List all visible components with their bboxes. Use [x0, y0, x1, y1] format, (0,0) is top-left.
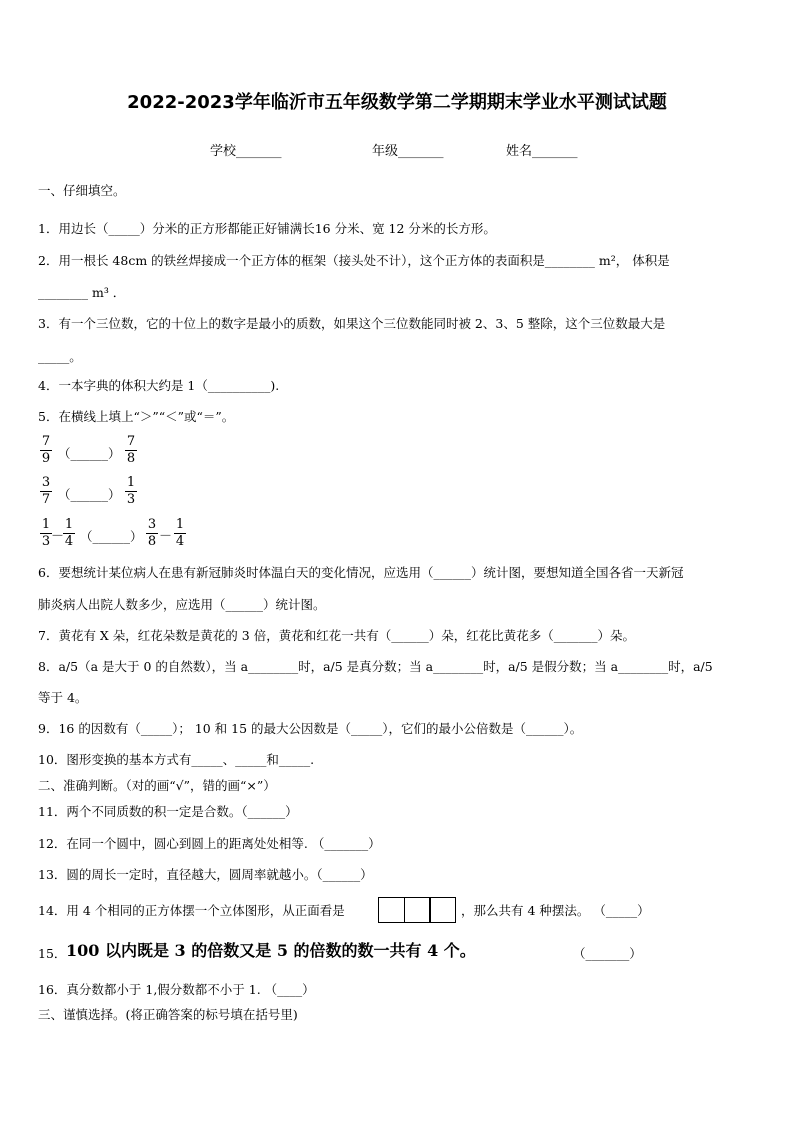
denominator: 4	[175, 534, 185, 549]
question-15: 100 以内既是 3 的倍数又是 5 的倍数的数一共有 4 个。	[66, 941, 476, 960]
question-15-blank[interactable]: （_______）	[573, 946, 642, 961]
denominator: 3	[41, 534, 51, 549]
numerator: 1	[64, 517, 74, 532]
school-field: 学校_______	[210, 144, 282, 159]
fraction	[174, 518, 186, 549]
question-4: 4．一本字典的体积大约是 1（__________).	[38, 378, 280, 393]
question-6-line-1: 6．要想统计某位病人在患有新冠肺炎时体温白天的变化情况，应选用（______）统计图，要想知道全国各省一天新冠	[38, 565, 684, 580]
numerator: 7	[41, 434, 51, 449]
answer-blank[interactable]: （______）	[80, 529, 143, 544]
question-14-text-end: ，那么共有 4 种摆法。 （_____）	[461, 903, 650, 918]
question-7: 7．黄花有 X 朵，红花朵数是黄花的 3 倍，黄花和红花一共有（______）朵，红花比黄花多（_______）朵。	[38, 628, 635, 643]
numerator: 1	[126, 475, 136, 490]
square-3	[429, 897, 456, 923]
grade-field: 年级_______	[372, 144, 444, 159]
denominator: 7	[41, 492, 51, 507]
question-14-text: 14．用 4 个相同的正方体摆一个立体图形，从正面看是	[38, 903, 345, 918]
square-2	[404, 897, 431, 923]
section-2-heading: 二、准确判断。（对的画“√”，错的画“×”）	[38, 778, 276, 793]
fraction	[146, 518, 158, 549]
question-8-line-2: 等于 4。	[38, 690, 88, 705]
numerator: 3	[41, 475, 51, 490]
fraction	[125, 476, 137, 507]
question-6-line-2: 肺炎病人出院人数多少，应选用（______）统计图。	[38, 597, 326, 612]
name-field: 姓名_______	[506, 144, 578, 159]
numerator: 1	[41, 517, 51, 532]
question-1: 1．用边长（_____）分米的正方形都能正好铺满长16 分米、宽 12 分米的长方形。	[38, 221, 496, 236]
minus-sign: －	[159, 529, 173, 544]
front-view-figure	[378, 897, 459, 923]
question-16: 16．真分数都小于 1,假分数都不小于 1. （____）	[38, 982, 315, 997]
question-3-line-2: _____。	[38, 349, 82, 364]
answer-blank[interactable]: （______）	[58, 487, 121, 502]
page-title: 2022-2023学年临沂市五年级数学第二学期期末学业水平测试试题	[127, 92, 667, 113]
question-2-line-1: 2．用一根长 48cm 的铁丝焊接成一个正方体的框架（接头处不计），这个正方体的表面积是________ m²， 体积是	[38, 253, 670, 268]
question-9: 9．16 的因数有（_____）； 10 和 15 的最大公因数是（_____），它们的最小公倍数是（______）。	[38, 721, 583, 736]
denominator: 4	[64, 534, 74, 549]
question-11: 11．两个不同质数的积一定是合数。（______）	[38, 804, 298, 819]
fraction	[40, 476, 52, 507]
question-15-number: 15．	[38, 946, 67, 961]
denominator: 8	[126, 451, 136, 466]
question-3-line-1: 3．有一个三位数，它的十位上的数字是最小的质数，如果这个三位数能同时被 2、3、5 整除，这个三位数最大是	[38, 316, 666, 331]
numerator: 1	[175, 517, 185, 532]
fraction	[63, 518, 75, 549]
fraction	[40, 435, 52, 466]
denominator: 8	[147, 534, 157, 549]
square-1	[378, 897, 405, 923]
numerator: 3	[147, 517, 157, 532]
section-1-heading: 一、仔细填空。	[38, 183, 126, 198]
question-2-line-2: ________ m³ ．	[38, 285, 126, 300]
section-3-heading: 三、谨慎选择。(将正确答案的标号填在括号里)	[38, 1007, 298, 1022]
denominator: 9	[41, 451, 51, 466]
answer-blank[interactable]: （______）	[58, 446, 121, 461]
question-5: 5．在横线上填上“＞”“＜”或“＝”。	[38, 409, 235, 424]
question-10: 10．图形变换的基本方式有_____、_____和_____.	[38, 752, 315, 767]
fraction	[125, 435, 137, 466]
question-8-line-1: 8．a/5（a 是大于 0 的自然数），当 a________时，a/5 是真分数；当 a________时，a/5 是假分数；当 a________时，a/5	[38, 659, 713, 674]
question-13: 13．圆的周长一定时，直径越大，圆周率就越小。（______）	[38, 867, 373, 882]
question-12: 12．在同一个圆中，圆心到圆上的距离处处相等. （_______）	[38, 836, 381, 851]
denominator: 3	[126, 492, 136, 507]
numerator: 7	[126, 434, 136, 449]
minus-sign: －	[51, 529, 65, 544]
